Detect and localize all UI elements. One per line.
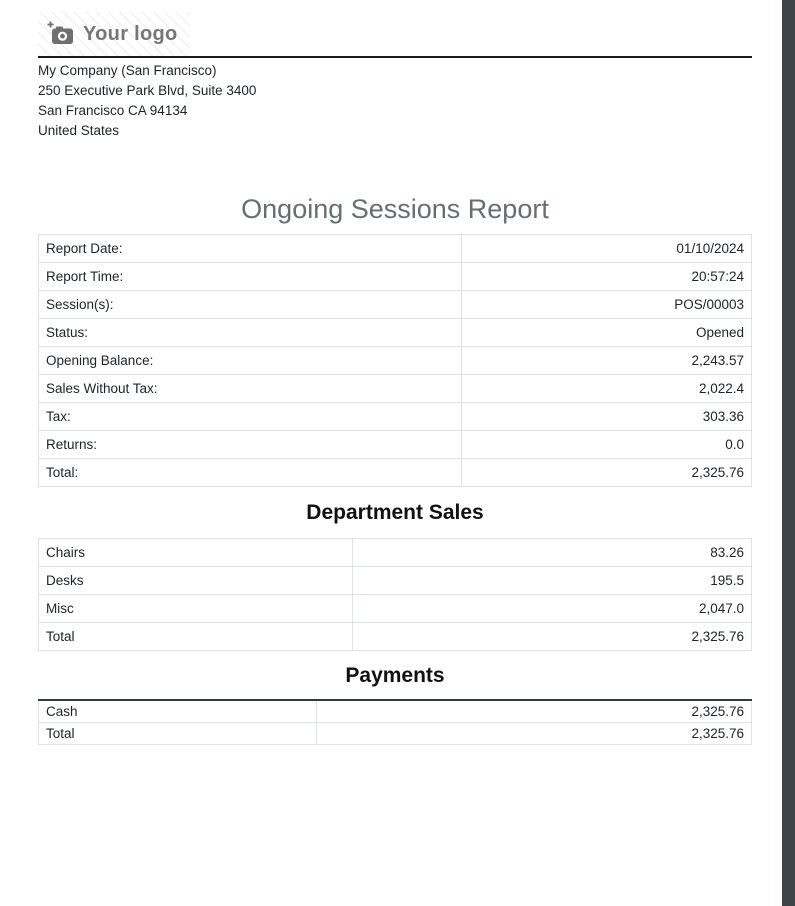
row-label: Report Time: — [39, 263, 462, 291]
table-row — [39, 459, 752, 487]
table-row — [39, 431, 752, 459]
address-line: United States — [38, 123, 120, 138]
row-value: 2,047.0 — [353, 595, 752, 623]
table-row — [39, 291, 752, 319]
table-row — [39, 235, 752, 263]
table-row — [39, 539, 752, 567]
payments-table — [38, 699, 752, 745]
table-row — [39, 722, 752, 744]
company-address-block — [38, 61, 752, 141]
section-title-department-sales: Department Sales — [306, 501, 484, 524]
department-sales-table — [38, 538, 752, 651]
camera-plus-icon — [47, 21, 74, 48]
session-summary-table — [38, 234, 752, 487]
row-value: 2,325.76 — [317, 700, 752, 722]
row-value: 195.5 — [353, 567, 752, 595]
row-value: 2,325.76 — [462, 459, 752, 487]
row-label: Status: — [39, 319, 462, 347]
table-row — [39, 623, 752, 651]
table-row — [39, 700, 752, 722]
row-value: 01/10/2024 — [462, 235, 752, 263]
address-line: San Francisco CA 94134 — [38, 103, 188, 118]
row-label: Total — [39, 722, 317, 744]
table-row — [39, 319, 752, 347]
row-label: Report Date: — [39, 235, 462, 263]
row-label: Returns: — [39, 431, 462, 459]
row-value: 2,325.76 — [353, 623, 752, 651]
row-value: 2,325.76 — [317, 722, 752, 744]
header-divider — [38, 56, 752, 58]
row-label: Sales Without Tax: — [39, 375, 462, 403]
row-label: Misc — [39, 595, 353, 623]
row-label: Cash — [39, 700, 317, 722]
table-row — [39, 567, 752, 595]
row-value: 83.26 — [353, 539, 752, 567]
logo-text: Your logo — [83, 22, 178, 45]
company-logo-placeholder — [38, 12, 190, 56]
table-row — [39, 595, 752, 623]
row-label: Total: — [39, 459, 462, 487]
row-label: Tax: — [39, 403, 462, 431]
row-value: POS/00003 — [462, 291, 752, 319]
address-line: 250 Executive Park Blvd, Suite 3400 — [38, 83, 257, 98]
table-row — [39, 375, 752, 403]
row-label: Total — [39, 623, 353, 651]
table-row — [39, 263, 752, 291]
row-value: 2,022.4 — [462, 375, 752, 403]
row-label: Opening Balance: — [39, 347, 462, 375]
page-title: Ongoing Sessions Report — [241, 194, 549, 224]
row-label: Chairs — [39, 539, 353, 567]
table-row — [39, 347, 752, 375]
company-name: My Company (San Francisco) — [38, 63, 217, 78]
row-value: 303.36 — [462, 403, 752, 431]
row-label: Session(s): — [39, 291, 462, 319]
table-row — [39, 403, 752, 431]
row-value: Opened — [462, 319, 752, 347]
row-value: 0.0 — [462, 431, 752, 459]
row-value: 2,243.57 — [462, 347, 752, 375]
section-title-payments: Payments — [345, 664, 445, 687]
viewer-background-strip — [782, 0, 795, 906]
row-value: 20:57:24 — [462, 263, 752, 291]
row-label: Desks — [39, 567, 353, 595]
